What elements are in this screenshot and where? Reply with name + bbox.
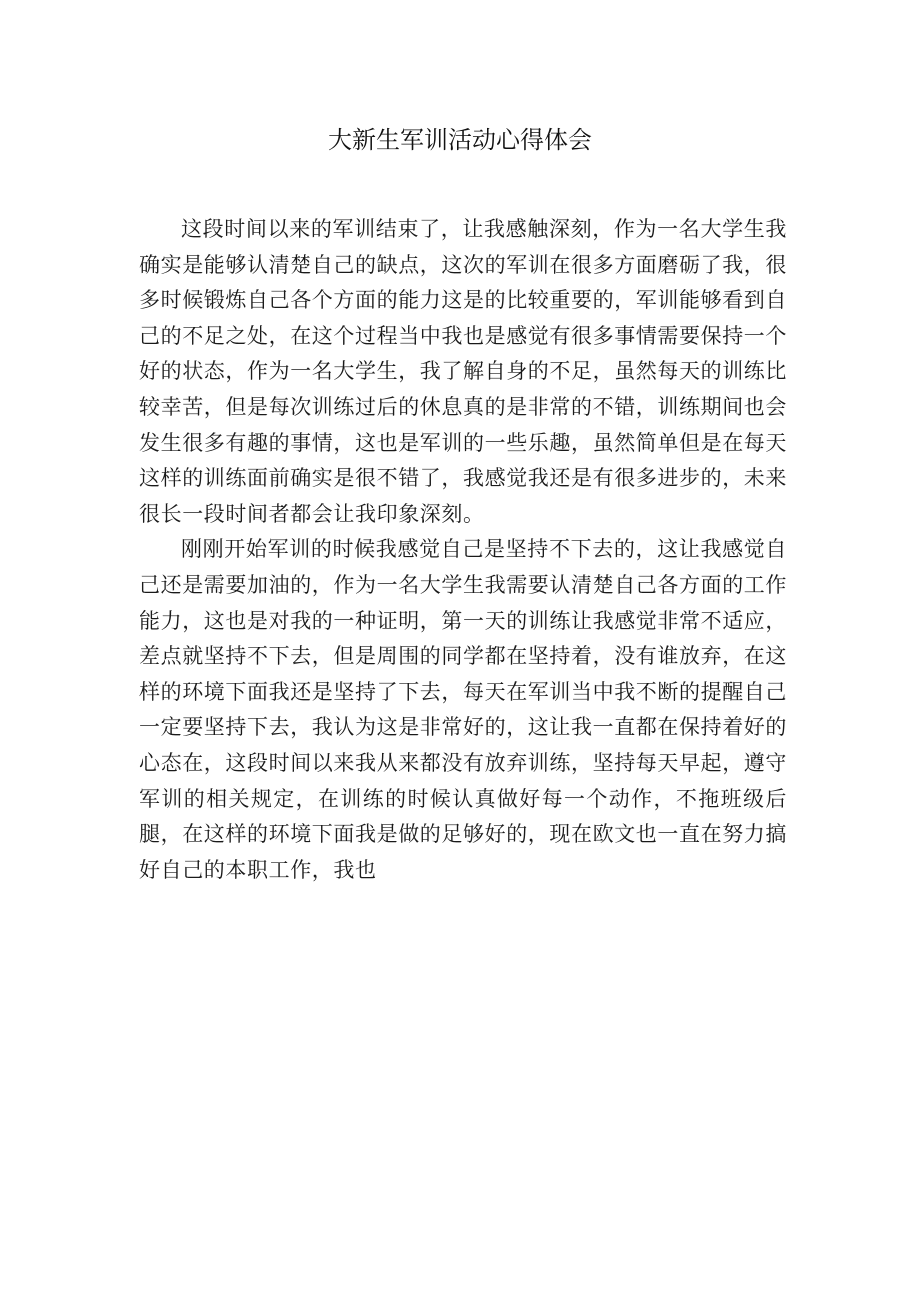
- document-title: 大新生军训活动心得体会: [328, 126, 592, 154]
- document-body: [139, 212, 787, 888]
- paragraph-1: 这段时间以来的军训结束了，让我感触深刻，作为一名大学生我确实是能够认清楚自己的缺点，这次的军训在很多方面磨砺了我，很多时候锻炼自己各个方面的能力这是的比较重要的，军训能够看到自己的不足之处，在这个过程当中我也是感觉有很多事情需要保持一个好的状态，作为一名大学生，我了解自身的不足，虽然每天的训练比较幸苦，但是每次训练过后的休息真的是非常的不错，训练期间也会发生很多有趣的事情，这也是军训的一些乐趣，虽然简单但是在每天这样的训练面前确实是很不错了，我感觉我还是有很多进步的，未来很长一段时间者都会让我印象深刻。: [139, 217, 787, 526]
- paragraph-2: 刚刚开始军训的时候我感觉自己是坚持不下去的，这让我感觉自己还是需要加油的，作为一名大学生我需要认清楚自己各方面的工作能力，这也是对我的一种证明，第一天的训练让我感觉非常不适应，差点就坚持不下去，但是周围的同学都在坚持着，没有谁放弃，在这样的环境下面我还是坚持了下去，每天在军训当中我不断的提醒自己一定要坚持下去，我认为这是非常好的，这让我一直都在保持着好的心态在，这段时间以来我从来都没有放弃训练，坚持每天早起，遵守军训的相关规定，在训练的时候认真做好每一个动作，不拖班级后腿，在这样的环境下面我是做的足够好的，现在欧文也一直在努力搞好自己的本职工作，我也: [139, 537, 787, 882]
